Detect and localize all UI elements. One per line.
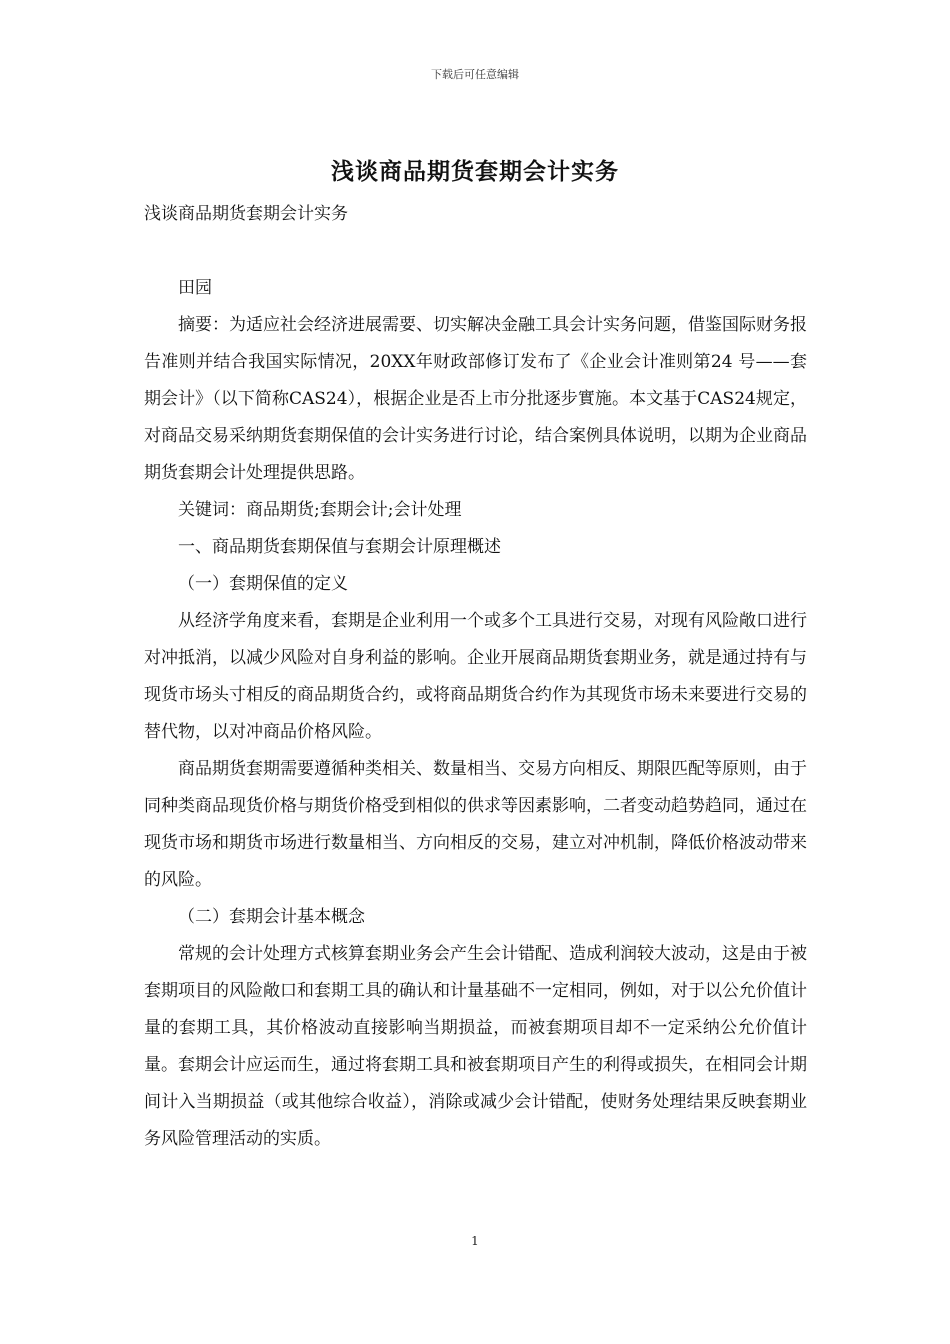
body-paragraph-2: 商品期货套期需要遵循种类相关、数量相当、交易方向相反、期限匹配等原则，由于同种类商品现货价格与期货价格受到相似的供求等因素影响，二者变动趋势趋同，通过在现货市场和期货市场进行数量相当、方向相反的交易，建立对冲机制，降低价格波动带来的风险。 bbox=[144, 759, 807, 890]
document-body bbox=[144, 196, 807, 1158]
document-title: 浅谈商品期货套期会计实务 bbox=[331, 158, 619, 185]
subsection-heading-2: （二）套期会计基本概念 bbox=[178, 907, 365, 927]
page-number: 1 bbox=[471, 1234, 479, 1248]
section-heading-1: 一、商品期货套期保值与套期会计原理概述 bbox=[178, 537, 501, 557]
body-paragraph-3: 常规的会计处理方式核算套期业务会产生会计错配、造成利润较大波动，这是由于被套期项目的风险敞口和套期工具的确认和计量基础不一定相同，例如，对于以公允价值计量的套期工具，其价格波动直接影响当期损益，而被套期项目却不一定采纳公允价值计量。套期会计应运而生，通过将套期工具和被套期项目产生的利得或损失，在相同会计期间计入当期损益（或其他综合收益），消除或减少会计错配，使财务处理结果反映套期业务风险管理活动的实质。 bbox=[144, 944, 807, 1149]
keywords-line: 关键词：商品期货;套期会计;会计处理 bbox=[178, 500, 462, 520]
subsection-heading-1: （一）套期保值的定义 bbox=[178, 574, 348, 594]
abstract-paragraph: 摘要：为适应社会经济进展需要、切实解决金融工具会计实务问题，借鉴国际财务报告准则并结合我国实际情况，20XX年财政部修订发布了《企业会计准则第24 号——套期会计》（以下简称CAS24），根据企业是否上市分批逐步實施。本文基于CAS24规定，对商品交易采纳期货套期保值的会计实务进行讨论，结合案例具体说明，以期为企业商品期货套期会计处理提供思路。 bbox=[144, 315, 807, 483]
blank-line bbox=[144, 233, 807, 270]
page-header: 下载后可任意编辑 bbox=[431, 68, 519, 81]
body-paragraph-1: 从经济学角度来看，套期是企业利用一个或多个工具进行交易，对现有风险敞口进行对冲抵消，以减少风险对自身利益的影响。企业开展商品期货套期业务，就是通过持有与现货市场头寸相反的商品期货合约，或将商品期货合约作为其现货市场未来要进行交易的替代物，以对冲商品价格风险。 bbox=[144, 611, 807, 742]
document-subtitle: 浅谈商品期货套期会计实务 bbox=[144, 204, 348, 224]
author-name: 田园 bbox=[178, 278, 212, 298]
